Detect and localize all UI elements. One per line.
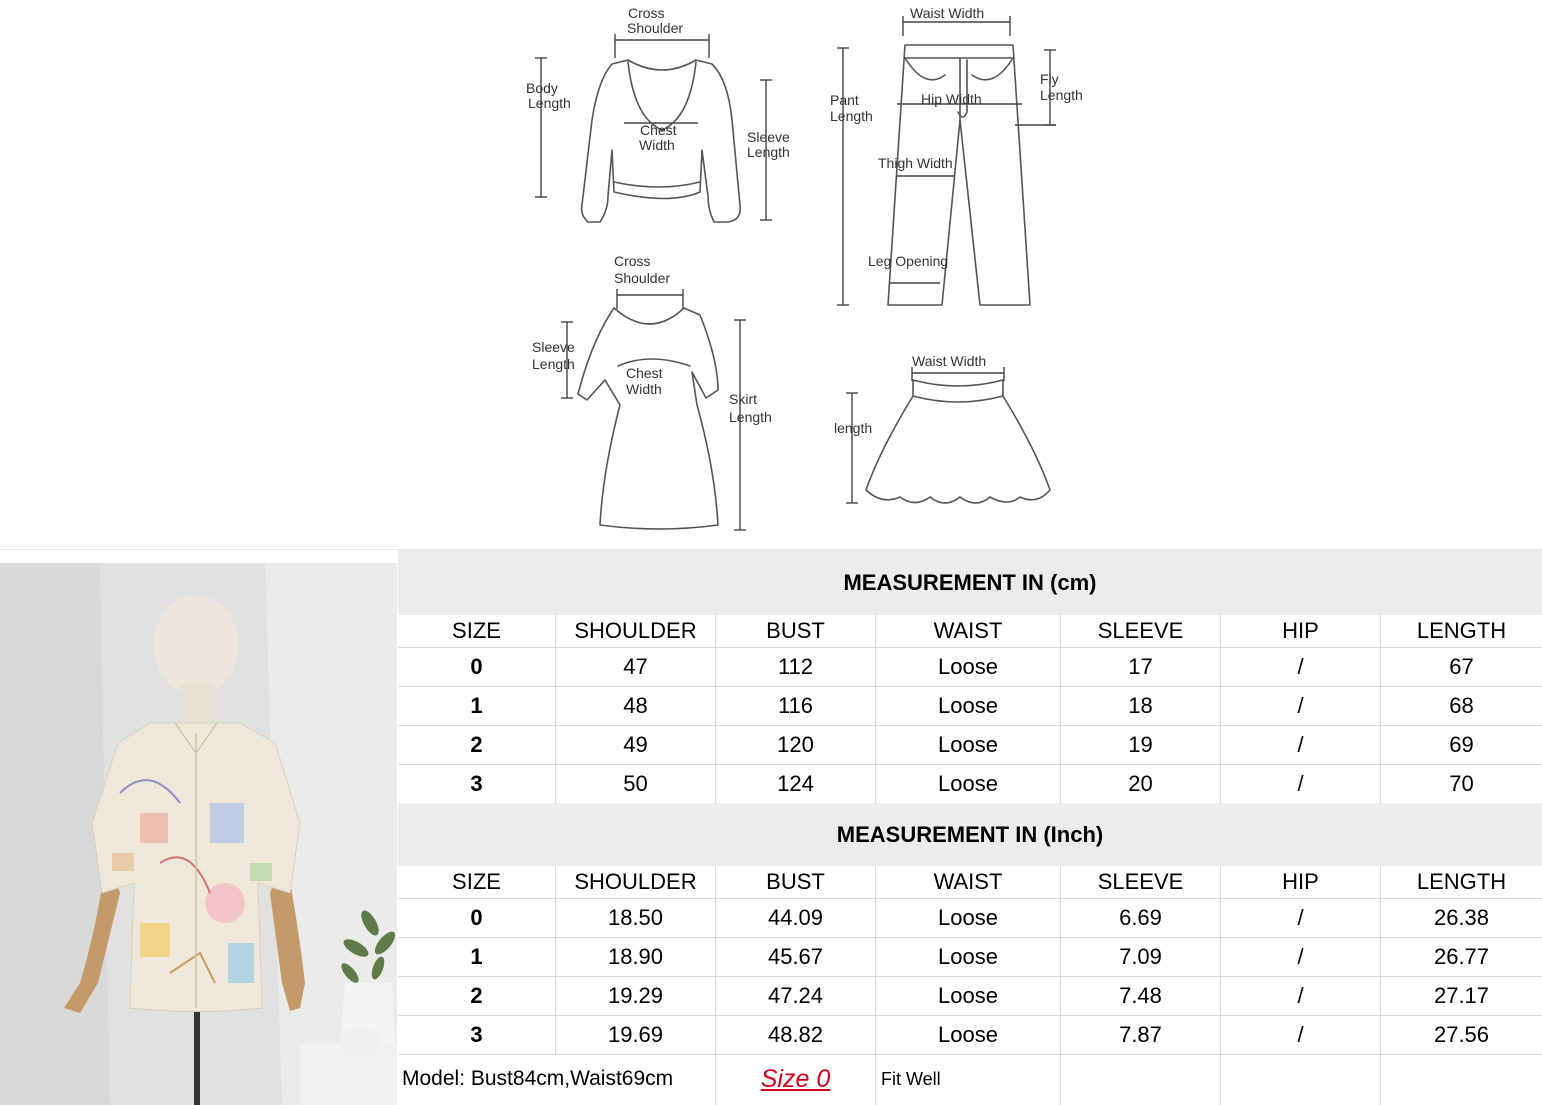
cm-header-bust: BUST (716, 615, 876, 647)
dress-cross-shoulder-label-1: Cross (614, 253, 651, 269)
top-cross-shoulder-label-2: Shoulder (627, 20, 684, 36)
hip-cell: / (1221, 898, 1381, 937)
top-cross-shoulder-label-1: Cross (628, 5, 665, 21)
bust-cell: 124 (716, 764, 876, 803)
size-cell: 3 (398, 764, 556, 803)
dress-skirt-length-label-2: Length (729, 409, 772, 425)
size-cell: 2 (398, 976, 556, 1015)
cm-header-hip: HIP (1221, 615, 1381, 647)
model-size: Size 0 (716, 1053, 876, 1105)
size-cell: 0 (398, 647, 556, 686)
length-cell: 69 (1449, 731, 1474, 757)
cm-table-header-row (398, 615, 1542, 648)
cm-table-title: MEASUREMENT IN (cm) (398, 550, 1542, 615)
size-cell: 2 (398, 725, 556, 764)
sleeve-cell: 17 (1061, 647, 1221, 686)
top-chest-width-label-2: Width (639, 137, 675, 153)
cm-table-row (398, 725, 1542, 765)
waist-cell: Loose (876, 686, 1061, 725)
hip-cell: / (1221, 937, 1381, 976)
cm-table-row (398, 764, 1542, 804)
waist-cell: Loose (876, 725, 1061, 764)
bust-cell: 116 (716, 686, 876, 725)
sleeve-cell: 20 (1061, 764, 1221, 803)
waist-cell: Loose (876, 764, 1061, 803)
hip-cell: / (1221, 764, 1381, 803)
shoulder-cell: 19.29 (556, 976, 716, 1015)
dress-skirt-length-label-1: Skirt (729, 391, 757, 407)
model-fit: Fit Well (876, 1053, 1061, 1105)
cm-table-row (398, 647, 1542, 687)
inch-table-header-row (398, 866, 1542, 899)
sleeve-cell: 7.09 (1061, 937, 1221, 976)
cm-header-sleeve: SLEEVE (1061, 615, 1221, 647)
dress-chest-width-label-1: Chest (626, 365, 663, 381)
cm-header-shoulder: SHOULDER (556, 615, 716, 647)
bust-cell: 112 (716, 647, 876, 686)
shoulder-cell: 18.90 (556, 937, 716, 976)
cm-table-row (398, 686, 1542, 726)
size-guide-diagram (0, 0, 1542, 550)
shoulder-cell: 49 (556, 725, 716, 764)
sleeve-cell: 7.48 (1061, 976, 1221, 1015)
inch-table-row (398, 1015, 1542, 1055)
top-sleeve-length-label-2: Length (747, 144, 790, 160)
length-cell: 70 (1449, 770, 1474, 796)
bust-cell: 44.09 (716, 898, 876, 937)
waist-cell: Loose (876, 1015, 1061, 1054)
sleeve-cell: 7.87 (1061, 1015, 1221, 1054)
length-cell: 68 (1449, 692, 1474, 718)
dress-sleeve-length-label-1: Sleeve (532, 339, 575, 355)
size-cell: 1 (398, 937, 556, 976)
inch-header-sleeve: SLEEVE (1061, 866, 1221, 898)
waist-cell: Loose (876, 976, 1061, 1015)
product-photo (0, 563, 397, 1105)
top-chest-width-label-1: Chest (640, 122, 677, 138)
dress-sketch (578, 308, 718, 529)
top-body-length-label-2: Length (528, 95, 571, 111)
pants-thigh-width-label: Thigh Width (878, 155, 953, 171)
inch-header-hip: HIP (1221, 866, 1381, 898)
hip-cell: / (1221, 647, 1381, 686)
shoulder-cell: 19.69 (556, 1015, 716, 1054)
empty-cell (1221, 1053, 1381, 1105)
bust-cell: 47.24 (716, 976, 876, 1015)
size-cell: 0 (398, 898, 556, 937)
model-measurements: Model: Bust84cm,Waist69cm (398, 1053, 716, 1105)
length-cell: 27.56 (1433, 1021, 1490, 1047)
top-sleeve-length-label-1: Sleeve (747, 129, 790, 145)
sleeve-cell: 19 (1061, 725, 1221, 764)
measurement-tables (398, 550, 1542, 1105)
cm-header-size: SIZE (398, 615, 556, 647)
waist-cell: Loose (876, 898, 1061, 937)
shoulder-cell: 48 (556, 686, 716, 725)
hip-cell: / (1221, 725, 1381, 764)
shoulder-cell: 18.50 (556, 898, 716, 937)
dress-sleeve-length-label-2: Length (532, 356, 575, 372)
pants-pant-length-label-1: Pant (830, 92, 859, 108)
skirt-length-label: length (834, 420, 873, 436)
empty-cell (1381, 1053, 1542, 1105)
shoulder-cell: 47 (556, 647, 716, 686)
skirt-waist-width-label: Waist Width (912, 353, 987, 369)
size-guide-sketches (0, 0, 1542, 549)
shoulder-cell: 50 (556, 764, 716, 803)
pants-waist-width-label: Waist Width (910, 5, 985, 21)
length-cell: 67 (1449, 653, 1474, 679)
mannequin-illustration (0, 563, 397, 1105)
cm-header-waist: WAIST (876, 615, 1061, 647)
pants-fly-length-label-2: Length (1040, 87, 1083, 103)
length-cell: 26.38 (1433, 904, 1490, 930)
sleeve-cell: 18 (1061, 686, 1221, 725)
waist-cell: Loose (876, 937, 1061, 976)
pants-leg-opening-label: Leg Opening (868, 253, 949, 269)
pants-pant-length-label-2: Length (830, 108, 873, 124)
pants-hip-width-label: Hip Width (921, 91, 982, 107)
inch-table-row (398, 898, 1542, 938)
waist-cell: Loose (876, 647, 1061, 686)
hip-cell: / (1221, 686, 1381, 725)
model-info-row (398, 1053, 1542, 1105)
sleeve-cell: 6.69 (1061, 898, 1221, 937)
dress-cross-shoulder-label-2: Shoulder (614, 270, 671, 286)
inch-table-row (398, 976, 1542, 1016)
inch-header-length: LENGTH (1416, 869, 1507, 894)
bust-cell: 120 (716, 725, 876, 764)
length-cell: 27.17 (1433, 982, 1490, 1008)
skirt-sketch (866, 380, 1050, 503)
inch-header-shoulder: SHOULDER (556, 866, 716, 898)
bust-cell: 48.82 (716, 1015, 876, 1054)
hip-cell: / (1221, 1015, 1381, 1054)
inch-header-bust: BUST (716, 866, 876, 898)
size-cell: 3 (398, 1015, 556, 1054)
pants-fly-length-label-1: Fly (1040, 71, 1059, 87)
top-body-length-label-1: Body (526, 80, 558, 96)
inch-header-waist: WAIST (876, 866, 1061, 898)
hip-cell: / (1221, 976, 1381, 1015)
cm-header-length: LENGTH (1416, 618, 1507, 643)
inch-table-row (398, 937, 1542, 977)
inch-header-size: SIZE (398, 866, 556, 898)
dress-measure-lines (561, 289, 746, 530)
bust-cell: 45.67 (716, 937, 876, 976)
size-cell: 1 (398, 686, 556, 725)
length-cell: 26.77 (1433, 943, 1490, 969)
empty-cell (1061, 1053, 1221, 1105)
inch-table-title: MEASUREMENT IN (Inch) (398, 803, 1542, 866)
dress-chest-width-label-2: Width (626, 381, 662, 397)
